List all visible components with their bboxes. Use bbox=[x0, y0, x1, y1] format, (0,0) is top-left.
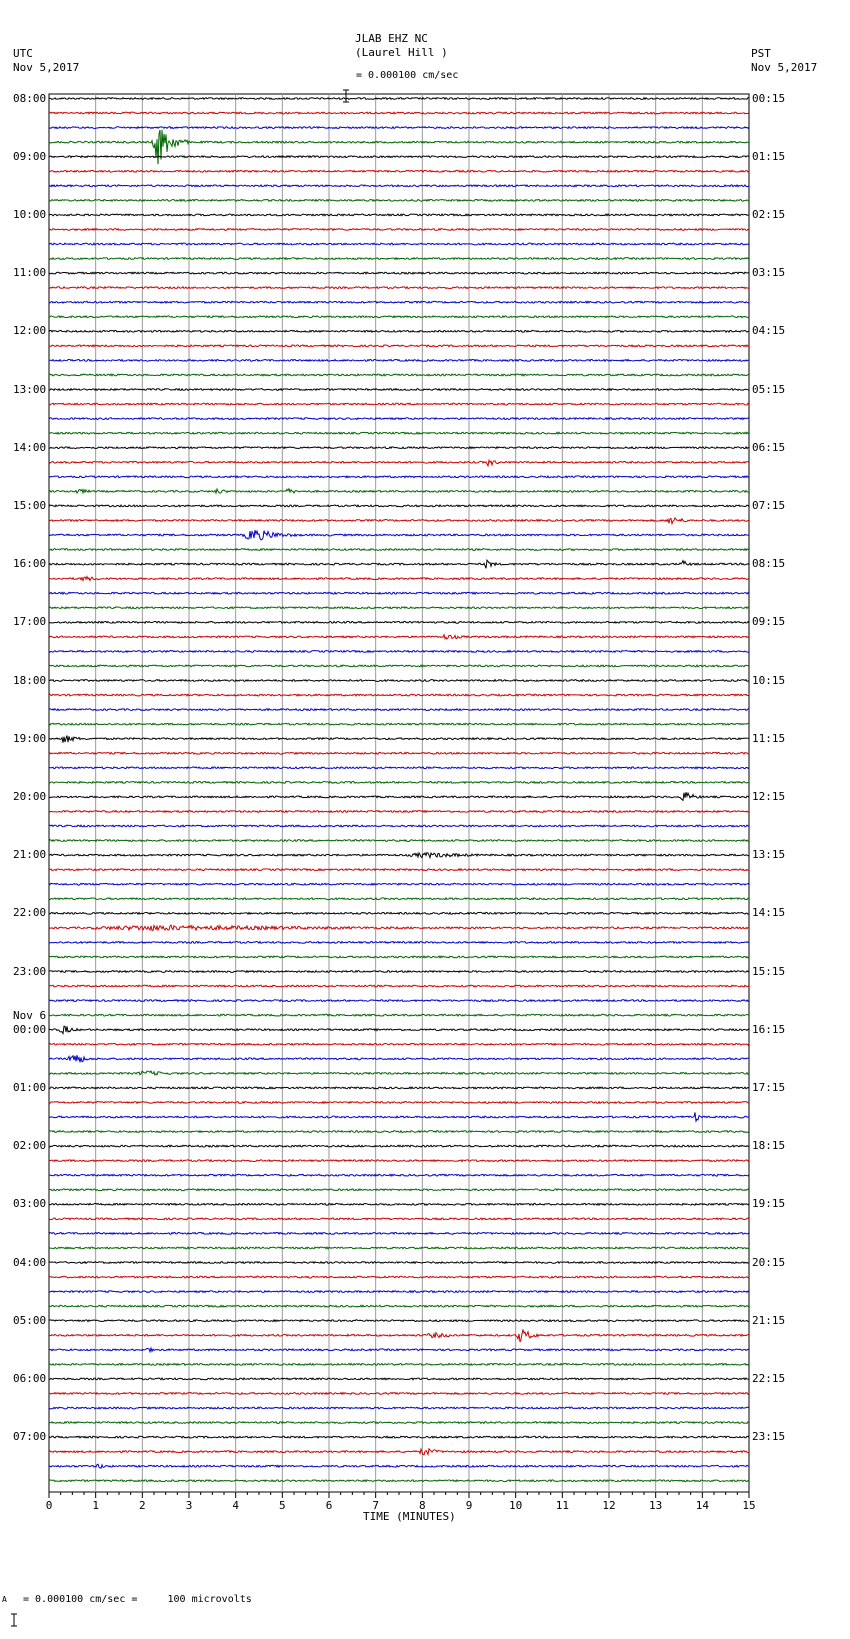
trace-54 bbox=[49, 883, 749, 885]
trace-65 bbox=[49, 1043, 749, 1045]
trace-7 bbox=[49, 199, 749, 201]
trace-24 bbox=[49, 447, 749, 449]
trace-50 bbox=[49, 825, 749, 827]
left-date: Nov 5,2017 bbox=[13, 61, 80, 74]
utc-hour-label: 23:00 bbox=[13, 964, 47, 978]
pst-hour-label: 00:15 bbox=[752, 91, 786, 105]
pst-hour-label: 05:15 bbox=[752, 382, 786, 396]
trace-51 bbox=[49, 840, 749, 842]
trace-58 bbox=[49, 942, 749, 944]
utc-hour-label: 13:00 bbox=[13, 382, 47, 396]
utc-hour-label: 17:00 bbox=[13, 615, 47, 629]
x-tick-label-4: 4 bbox=[232, 1499, 239, 1512]
pst-hour-label: 22:15 bbox=[752, 1371, 786, 1385]
trace-76 bbox=[49, 1203, 749, 1205]
trace-3 bbox=[49, 130, 749, 164]
trace-69 bbox=[49, 1102, 749, 1104]
trace-2 bbox=[49, 127, 749, 129]
trace-17 bbox=[49, 345, 749, 347]
utc-hour-label: 10:00 bbox=[13, 207, 47, 221]
footer-scale-prefix: A bbox=[2, 1595, 7, 1604]
x-tick-label-2: 2 bbox=[139, 1499, 146, 1512]
trace-26 bbox=[49, 476, 749, 478]
trace-52 bbox=[49, 853, 749, 858]
trace-39 bbox=[49, 665, 749, 667]
pst-hour-label: 15:15 bbox=[752, 964, 786, 978]
trace-75 bbox=[49, 1189, 749, 1191]
utc-hour-label: 04:00 bbox=[13, 1255, 47, 1269]
trace-38 bbox=[49, 651, 749, 653]
trace-70 bbox=[49, 1112, 749, 1121]
trace-9 bbox=[49, 229, 749, 231]
x-tick-label-11: 11 bbox=[555, 1499, 569, 1512]
trace-72 bbox=[49, 1145, 749, 1147]
trace-41 bbox=[49, 694, 749, 696]
utc-hour-label: 05:00 bbox=[13, 1313, 47, 1327]
x-tick-label-3: 3 bbox=[185, 1499, 193, 1512]
trace-29 bbox=[49, 518, 749, 524]
trace-8 bbox=[49, 214, 749, 216]
trace-37 bbox=[49, 635, 749, 639]
trace-84 bbox=[49, 1320, 749, 1322]
trace-94 bbox=[49, 1464, 749, 1468]
trace-57 bbox=[49, 925, 749, 930]
trace-25 bbox=[49, 460, 749, 466]
x-tick-label-10: 10 bbox=[509, 1499, 523, 1512]
pst-hour-label: 17:15 bbox=[752, 1080, 786, 1094]
trace-81 bbox=[49, 1276, 749, 1278]
x-tick-label-9: 9 bbox=[465, 1499, 473, 1512]
x-tick-label-0: 0 bbox=[45, 1499, 53, 1512]
x-tick-label-15: 15 bbox=[742, 1499, 756, 1512]
trace-63 bbox=[49, 1014, 749, 1016]
utc-hour-label: 06:00 bbox=[13, 1371, 47, 1385]
plot-frame bbox=[49, 94, 749, 1492]
pst-hour-label: 04:15 bbox=[752, 324, 786, 338]
pst-hour-label: 09:15 bbox=[752, 615, 786, 629]
utc-hour-label: 15:00 bbox=[13, 498, 47, 512]
pst-hour-label: 23:15 bbox=[752, 1430, 786, 1444]
pst-hour-label: 07:15 bbox=[752, 498, 786, 512]
trace-48 bbox=[49, 792, 749, 800]
utc-hour-label: 20:00 bbox=[13, 789, 47, 803]
right-timezone: PST bbox=[751, 47, 771, 60]
trace-83 bbox=[49, 1305, 749, 1307]
utc-hour-label: 03:00 bbox=[13, 1197, 47, 1211]
trace-59 bbox=[49, 956, 749, 958]
trace-30 bbox=[49, 530, 749, 540]
pst-hour-label: 14:15 bbox=[752, 906, 786, 920]
trace-11 bbox=[49, 258, 749, 260]
x-tick-label-5: 5 bbox=[279, 1499, 286, 1512]
trace-71 bbox=[49, 1131, 749, 1133]
utc-hour-label: 07:00 bbox=[13, 1430, 47, 1444]
pst-hour-label: 12:15 bbox=[752, 789, 786, 803]
trace-12 bbox=[49, 272, 749, 274]
scale-bar-icon bbox=[343, 65, 349, 79]
x-tick-label-8: 8 bbox=[419, 1499, 426, 1512]
trace-27 bbox=[49, 489, 749, 493]
pst-hour-label: 20:15 bbox=[752, 1255, 786, 1269]
station-location: (Laurel Hill ) bbox=[355, 46, 448, 59]
pst-hour-label: 16:15 bbox=[752, 1022, 786, 1036]
seismic-traces bbox=[49, 98, 749, 1482]
footer-scale-note: = 0.000100 cm/sec = 100 microvolts bbox=[23, 1594, 252, 1605]
trace-15 bbox=[49, 316, 749, 318]
trace-85 bbox=[49, 1330, 749, 1343]
trace-22 bbox=[49, 418, 749, 420]
time-gridlines bbox=[96, 94, 703, 1492]
right-date: Nov 5,2017 bbox=[751, 61, 818, 74]
x-tick-label-7: 7 bbox=[372, 1499, 379, 1512]
utc-hour-label: 01:00 bbox=[13, 1080, 47, 1094]
trace-6 bbox=[49, 185, 749, 187]
trace-40 bbox=[49, 680, 749, 682]
x-tick-label-1: 1 bbox=[92, 1499, 99, 1512]
utc-hour-label: 18:00 bbox=[13, 673, 47, 687]
pst-hour-label: 10:15 bbox=[752, 673, 786, 687]
utc-hour-label: 08:00 bbox=[13, 91, 47, 105]
x-axis bbox=[46, 1492, 756, 1512]
trace-20 bbox=[49, 389, 749, 391]
pst-hour-label: 01:15 bbox=[752, 149, 786, 163]
trace-53 bbox=[49, 869, 749, 871]
utc-hour-label: 19:00 bbox=[13, 731, 47, 745]
trace-1 bbox=[49, 112, 749, 114]
trace-73 bbox=[49, 1160, 749, 1162]
trace-14 bbox=[49, 301, 749, 303]
trace-43 bbox=[49, 723, 749, 725]
trace-62 bbox=[49, 1000, 749, 1002]
trace-89 bbox=[49, 1393, 749, 1395]
trace-31 bbox=[49, 549, 749, 551]
pst-hour-label: 21:15 bbox=[752, 1313, 786, 1327]
trace-93 bbox=[49, 1449, 749, 1455]
trace-82 bbox=[49, 1291, 749, 1293]
trace-55 bbox=[49, 898, 749, 900]
trace-44 bbox=[49, 736, 749, 743]
trace-61 bbox=[49, 985, 749, 987]
pst-hour-label: 13:15 bbox=[752, 848, 786, 862]
trace-36 bbox=[49, 621, 749, 623]
trace-74 bbox=[49, 1174, 749, 1176]
trace-4 bbox=[49, 156, 749, 158]
trace-87 bbox=[49, 1363, 749, 1365]
trace-18 bbox=[49, 360, 749, 362]
utc-hour-label: 09:00 bbox=[13, 149, 47, 163]
trace-67 bbox=[49, 1071, 749, 1075]
x-axis-label: TIME (MINUTES) bbox=[363, 1510, 456, 1523]
trace-68 bbox=[49, 1087, 749, 1089]
pst-hour-label: 11:15 bbox=[752, 731, 786, 745]
pst-hour-label: 18:15 bbox=[752, 1139, 786, 1153]
utc-hour-label: 02:00 bbox=[13, 1139, 47, 1153]
trace-45 bbox=[49, 752, 749, 754]
trace-32 bbox=[49, 560, 749, 568]
utc-hour-label: 12:00 bbox=[13, 324, 47, 338]
trace-5 bbox=[49, 170, 749, 172]
trace-64 bbox=[49, 1026, 749, 1033]
station-title: JLAB EHZ NC bbox=[355, 32, 428, 45]
trace-23 bbox=[49, 432, 749, 434]
trace-86 bbox=[49, 1348, 749, 1352]
trace-34 bbox=[49, 592, 749, 594]
trace-77 bbox=[49, 1218, 749, 1220]
trace-46 bbox=[49, 767, 749, 769]
trace-47 bbox=[49, 781, 749, 783]
trace-66 bbox=[49, 1055, 749, 1062]
utc-hour-label: 21:00 bbox=[13, 848, 47, 862]
trace-91 bbox=[49, 1422, 749, 1424]
utc-hour-label: 11:00 bbox=[13, 266, 47, 280]
pst-hour-label: 19:15 bbox=[752, 1197, 786, 1211]
trace-28 bbox=[49, 505, 749, 507]
trace-95 bbox=[49, 1480, 749, 1482]
utc-hour-label: 14:00 bbox=[13, 440, 47, 454]
trace-80 bbox=[49, 1262, 749, 1264]
trace-78 bbox=[49, 1233, 749, 1235]
trace-60 bbox=[49, 971, 749, 973]
pst-hour-label: 08:15 bbox=[752, 557, 786, 571]
pst-hour-label: 06:15 bbox=[752, 440, 786, 454]
trace-13 bbox=[49, 287, 749, 289]
trace-35 bbox=[49, 607, 749, 609]
utc-hour-label: 22:00 bbox=[13, 906, 47, 920]
left-timezone: UTC bbox=[13, 47, 33, 60]
x-tick-label-12: 12 bbox=[602, 1499, 616, 1512]
trace-79 bbox=[49, 1247, 749, 1249]
footer-scale-bar-icon bbox=[11, 1589, 17, 1603]
trace-90 bbox=[49, 1407, 749, 1409]
x-tick-label-13: 13 bbox=[649, 1499, 663, 1512]
trace-49 bbox=[49, 811, 749, 813]
trace-16 bbox=[49, 330, 749, 332]
pst-hour-label: 03:15 bbox=[752, 266, 786, 280]
trace-56 bbox=[49, 912, 749, 914]
x-tick-label-14: 14 bbox=[695, 1499, 709, 1512]
trace-42 bbox=[49, 709, 749, 711]
x-tick-label-6: 6 bbox=[325, 1499, 333, 1512]
utc-hour-label: 00:00 bbox=[13, 1022, 47, 1036]
trace-21 bbox=[49, 403, 749, 405]
trace-19 bbox=[49, 374, 749, 376]
utc-hour-label: 16:00 bbox=[13, 557, 47, 571]
trace-33 bbox=[49, 577, 749, 581]
scale-text: = 0.000100 cm/sec bbox=[356, 70, 459, 81]
trace-0 bbox=[49, 98, 749, 100]
trace-92 bbox=[49, 1436, 749, 1438]
trace-88 bbox=[49, 1378, 749, 1380]
trace-10 bbox=[49, 243, 749, 245]
pst-hour-label: 02:15 bbox=[752, 207, 786, 221]
date-change-label: Nov 6 bbox=[13, 1008, 47, 1022]
